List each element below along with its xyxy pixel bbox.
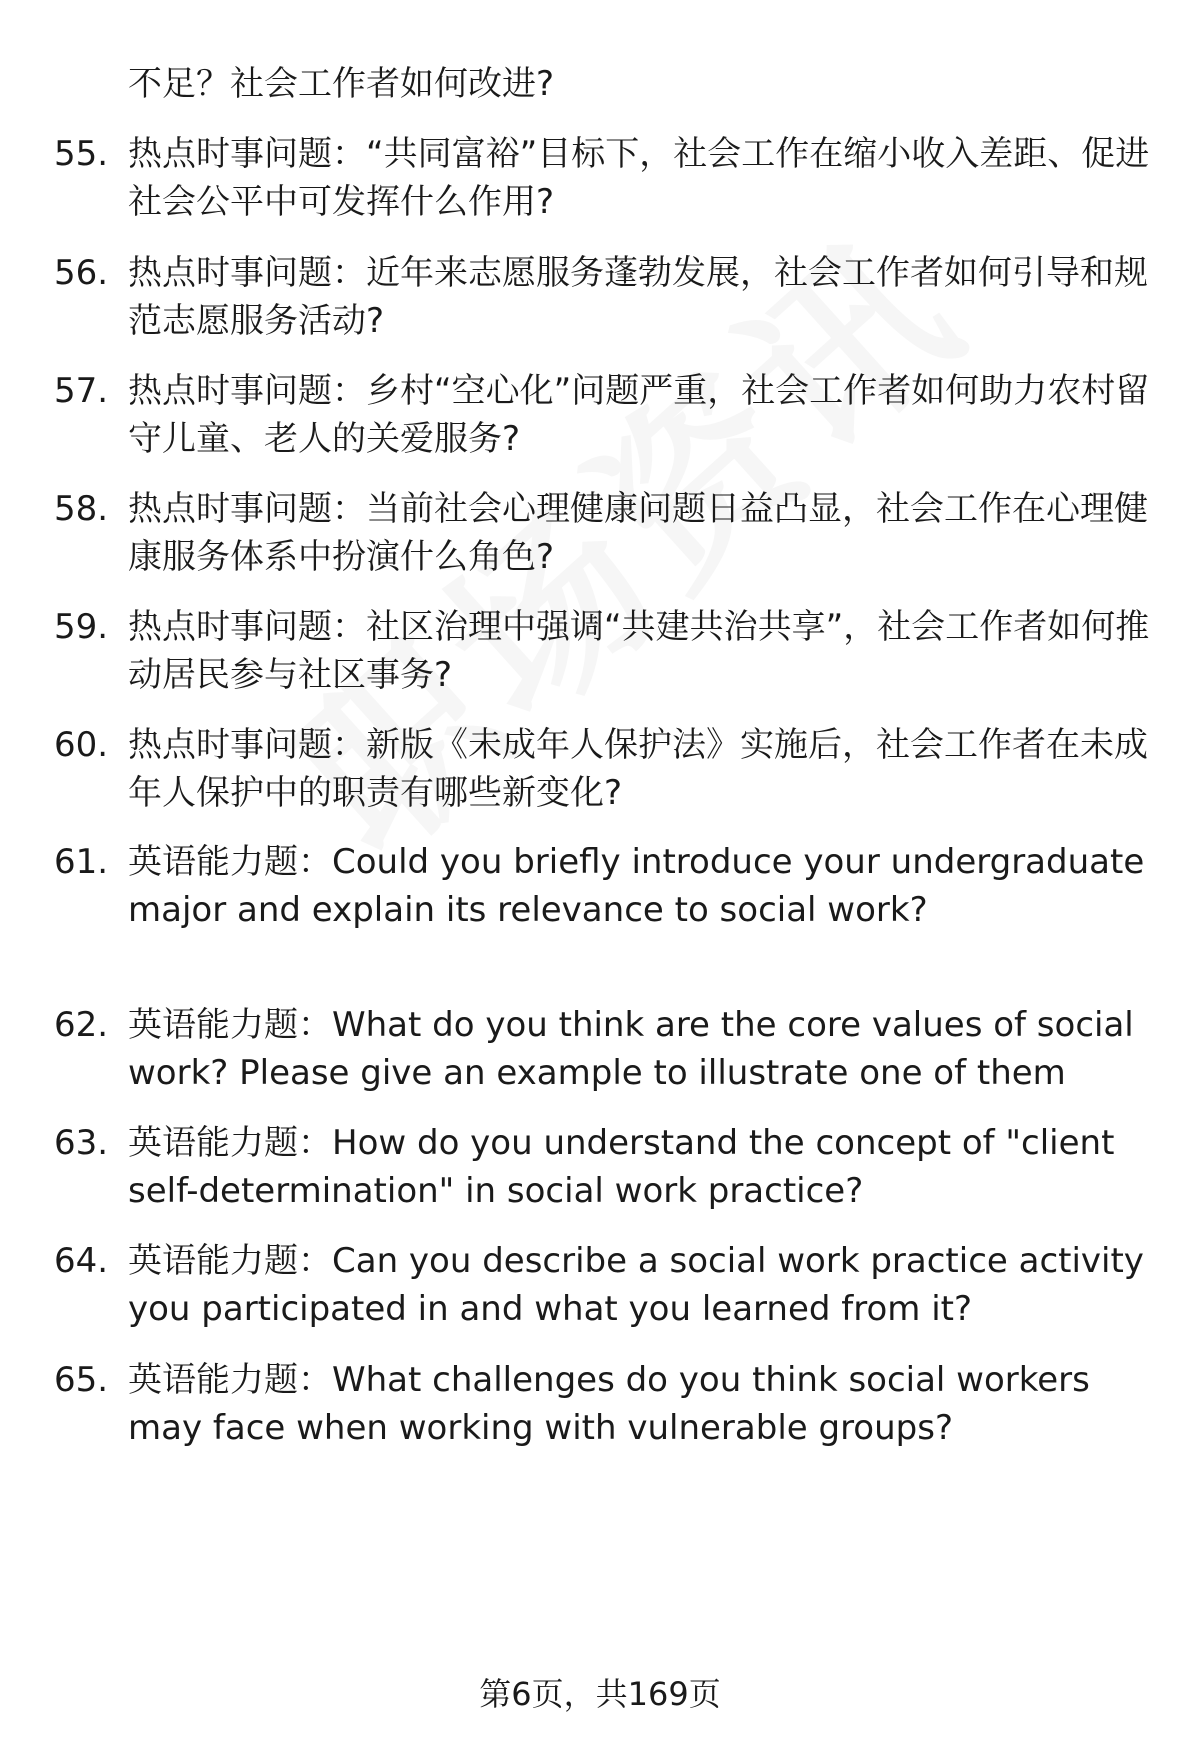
question-number: 65. — [54, 1360, 109, 1400]
question-number: 64. — [54, 1241, 109, 1281]
question-number: 61. — [54, 842, 109, 882]
question-number: 56. — [54, 253, 109, 293]
question-text: 热点时事问题：乡村“空心化”问题严重，社会工作者如何助力农村留守儿童、老人的关爱服务? — [128, 371, 1150, 459]
question-text: 热点时事问题：社区治理中强调“共建共治共享”，社会工作者如何推动居民参与社区事务? — [128, 607, 1150, 695]
question-number: 58. — [54, 489, 109, 529]
question-text: 热点时事问题：当前社会心理健康问题日益凸显，社会工作在心理健康服务体系中扮演什么角色? — [128, 489, 1148, 577]
page-footer: 第6页，共169页 — [479, 1675, 721, 1713]
question-text: 英语能力题：What challenges do you think social workers may face when working with vulnerable groups? — [128, 1360, 1090, 1448]
question-text: 英语能力题：Can you describe a social work practice activity you participated in and what you learned from it? — [128, 1241, 1144, 1329]
question-text: 英语能力题：How do you understand the concept of "client self-determination" in social work practice? — [128, 1123, 1115, 1211]
question-text: 热点时事问题：“共同富裕”目标下，社会工作在缩小收入差距、促进社会公平中可发挥什么作用? — [128, 134, 1150, 222]
question-text: 热点时事问题：新版《未成年人保护法》实施后，社会工作者在未成年人保护中的职责有哪些新变化? — [128, 725, 1148, 813]
question-text: 英语能力题：What do you think are the core values of social work? Please give an example to illustrate one of them — [128, 1005, 1134, 1093]
question-number: 60. — [54, 725, 109, 765]
question-text: 热点时事问题：近年来志愿服务蓬勃发展，社会工作者如何引导和规范志愿服务活动? — [128, 253, 1148, 341]
continuation-text: 不足？社会工作者如何改进? — [128, 64, 555, 104]
question-text: 英语能力题：Could you briefly introduce your undergraduate major and explain its relevance to social work? — [128, 842, 1145, 930]
question-number: 57. — [54, 371, 109, 411]
question-number: 59. — [54, 607, 109, 647]
question-number: 63. — [54, 1123, 109, 1163]
question-number: 62. — [54, 1005, 109, 1045]
question-number: 55. — [54, 134, 109, 174]
